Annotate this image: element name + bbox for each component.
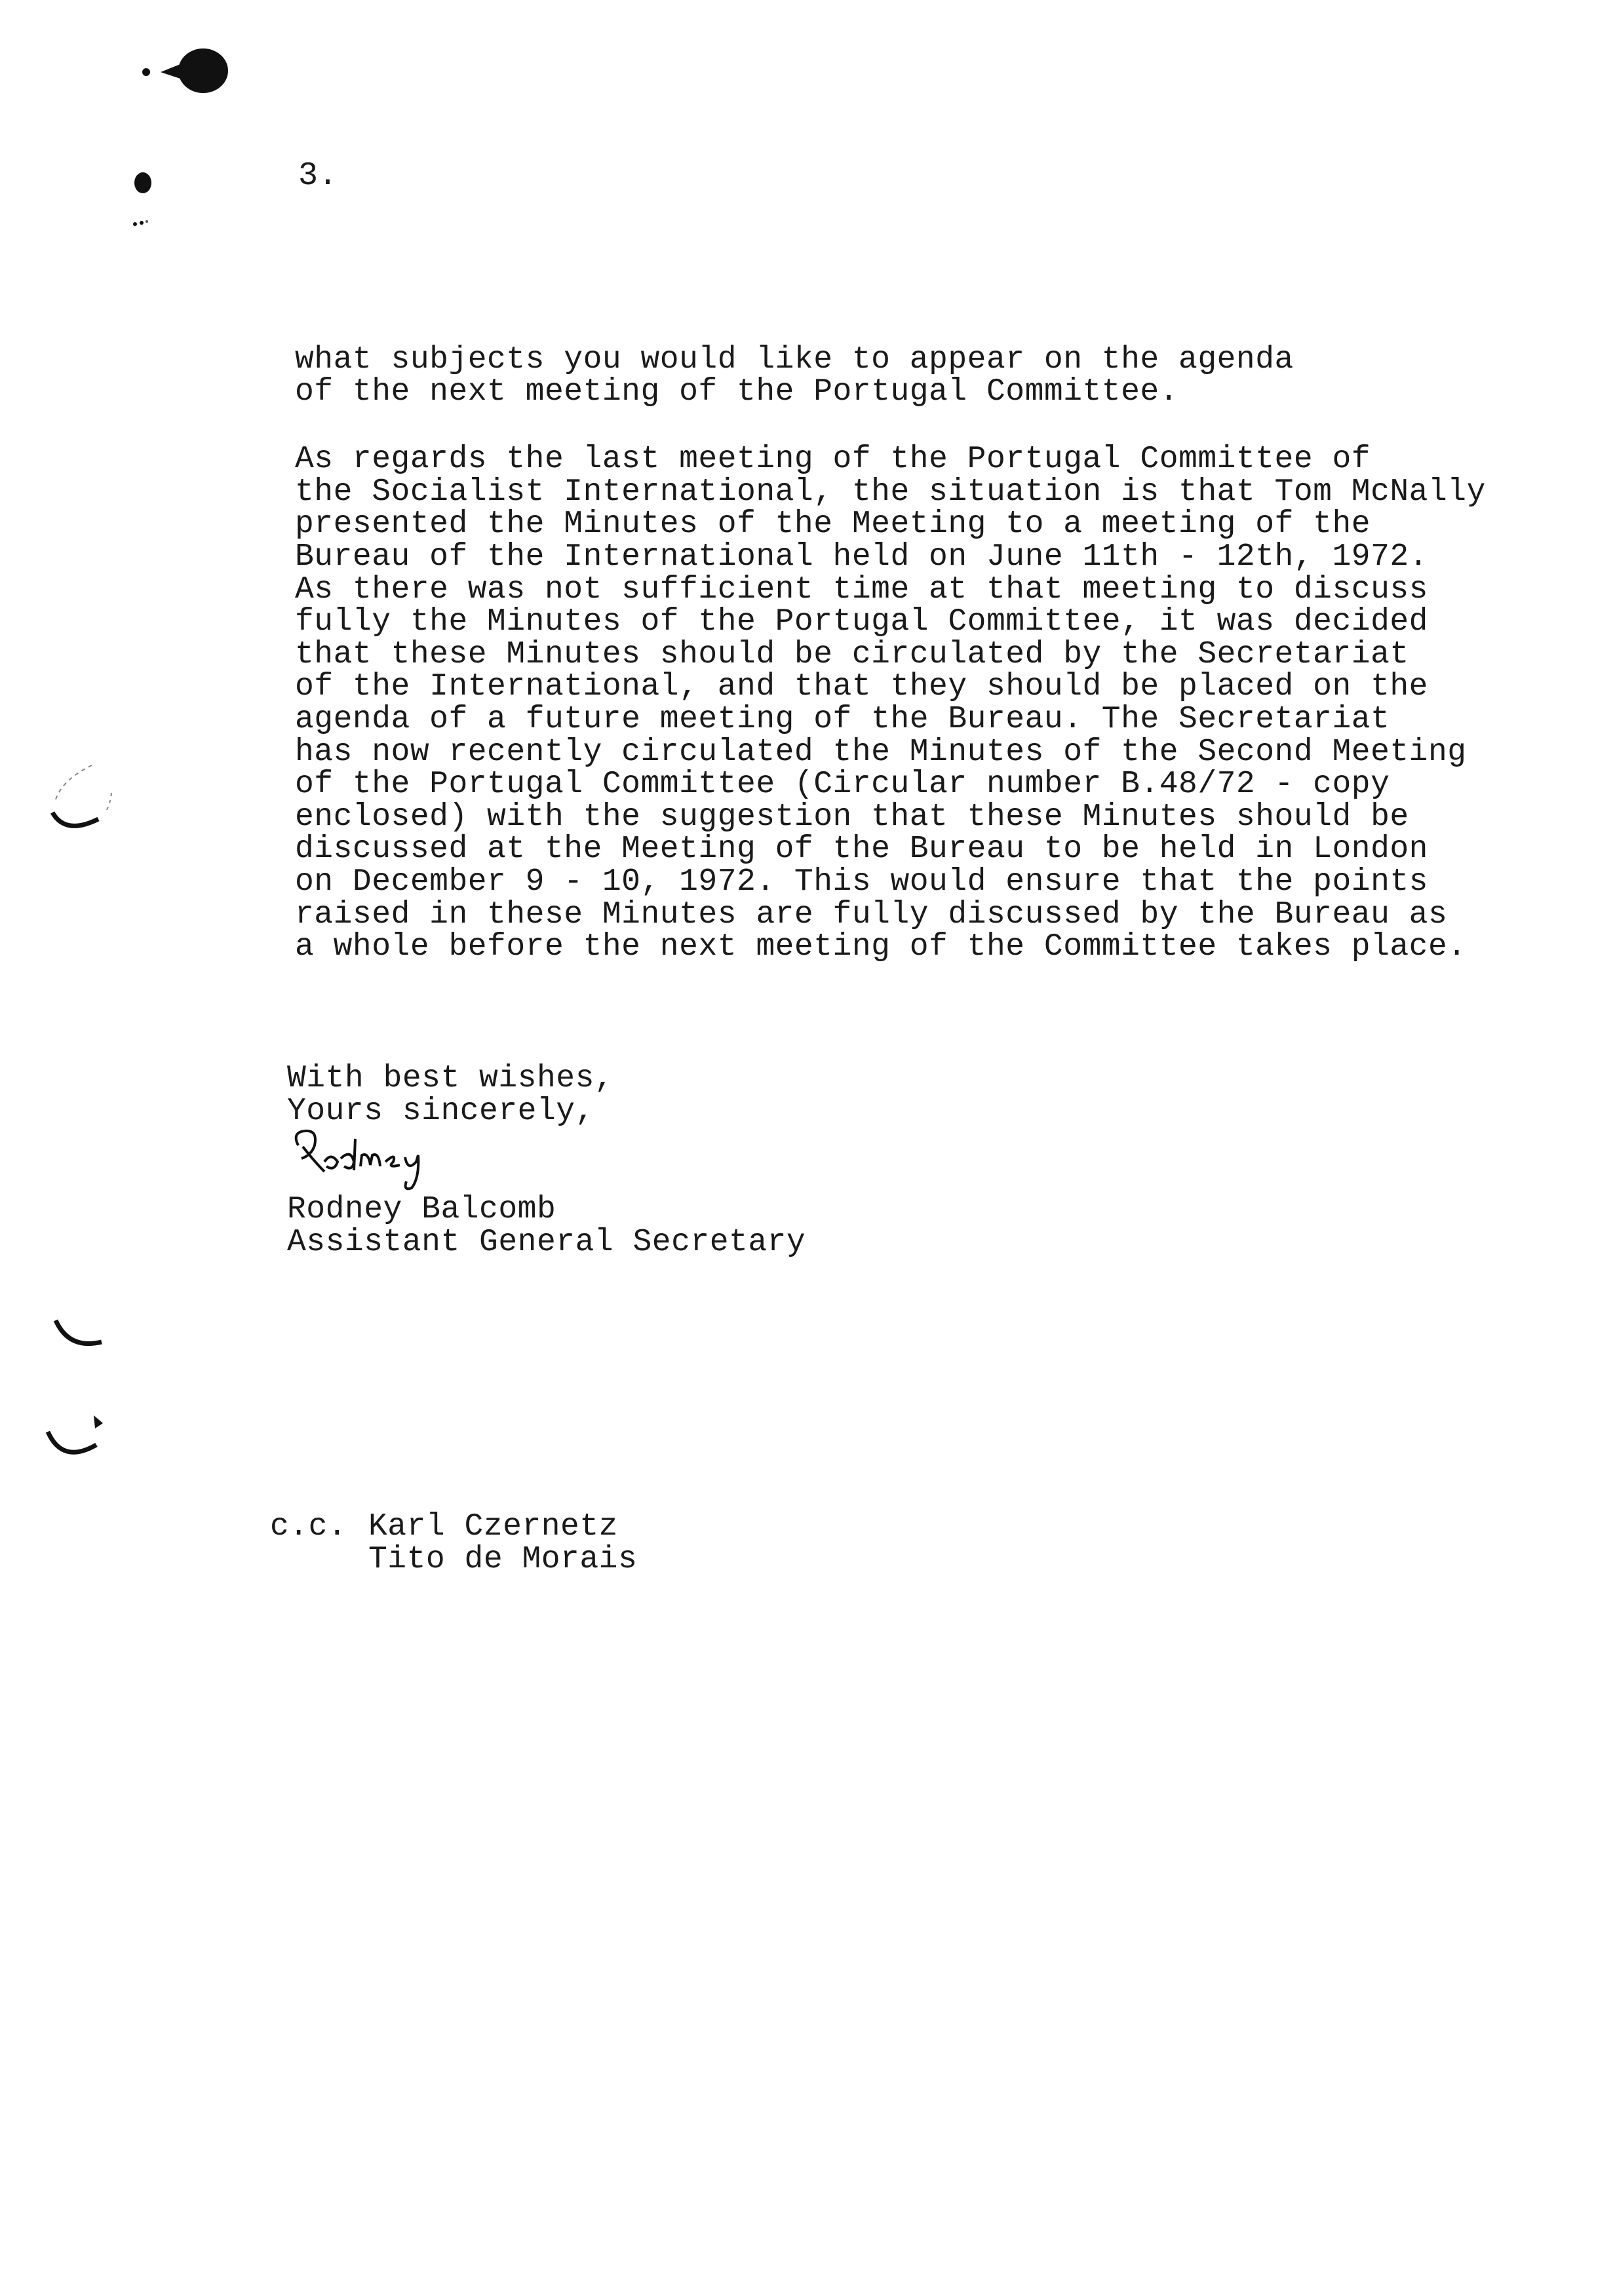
body-line-2: the Socialist International, the situation is that Tom McNally [295, 474, 1486, 510]
body-line-12: enclosed) with the suggestion that these Minutes should be [295, 799, 1409, 835]
body-line-6: fully the Minutes of the Portugal Committee, it was decided [295, 604, 1428, 640]
cc-label: c.c. [270, 1509, 347, 1544]
closing-sign-off: Yours sincerely, [287, 1094, 594, 1129]
body-line-7: that these Minutes should be circulated by the Secretariat [295, 637, 1409, 672]
punch-hole-mark-2 [49, 1311, 121, 1363]
opening-line-1: what subjects you would like to appear on the agenda [295, 342, 1294, 377]
body-line-5: As there was not sufficient time at that meeting to discuss [295, 572, 1428, 607]
ink-blot-mark [134, 46, 233, 98]
body-line-3: presented the Minutes of the Meeting to a meeting of the [295, 507, 1371, 542]
cc-recipient-2: Tito de Morais [368, 1542, 638, 1577]
body-line-1: As regards the last meeting of the Portugal Committee of [295, 442, 1371, 477]
signatory-title: Assistant General Secretary [287, 1225, 806, 1260]
body-line-8: of the International, and that they should be placed on the [295, 669, 1428, 704]
body-line-9: agenda of a future meeting of the Bureau. The Secretariat [295, 702, 1390, 737]
ink-dot-mark [130, 167, 156, 200]
body-line-14: on December 9 - 10, 1972. This would ensure that the points [295, 864, 1428, 900]
page-number: 3. [298, 157, 338, 195]
signatory-name: Rodney Balcomb [287, 1192, 556, 1227]
opening-line-2: of the next meeting of the Portugal Committee. [295, 374, 1179, 410]
body-line-4: Bureau of the International held on June 11th - 12th, 1972. [295, 539, 1428, 575]
body-line-16: a whole before the next meeting of the Committee takes place. [295, 929, 1467, 965]
body-line-11: of the Portugal Committee (Circular number B.48/72 - copy [295, 767, 1390, 802]
handwritten-signature [288, 1126, 465, 1191]
cc-recipient-1: Karl Czernetz [368, 1509, 618, 1544]
punch-hole-mark-1 [39, 754, 125, 839]
punch-hole-mark-3 [43, 1409, 115, 1468]
body-line-13: discussed at the Meeting of the Bureau to be held in London [295, 832, 1428, 867]
body-line-15: raised in these Minutes are fully discussed by the Bureau as [295, 897, 1448, 932]
body-line-10: has now recently circulated the Minutes of the Second Meeting [295, 735, 1467, 770]
closing-wishes: With best wishes, [287, 1061, 614, 1096]
small-dots-mark [130, 216, 156, 229]
